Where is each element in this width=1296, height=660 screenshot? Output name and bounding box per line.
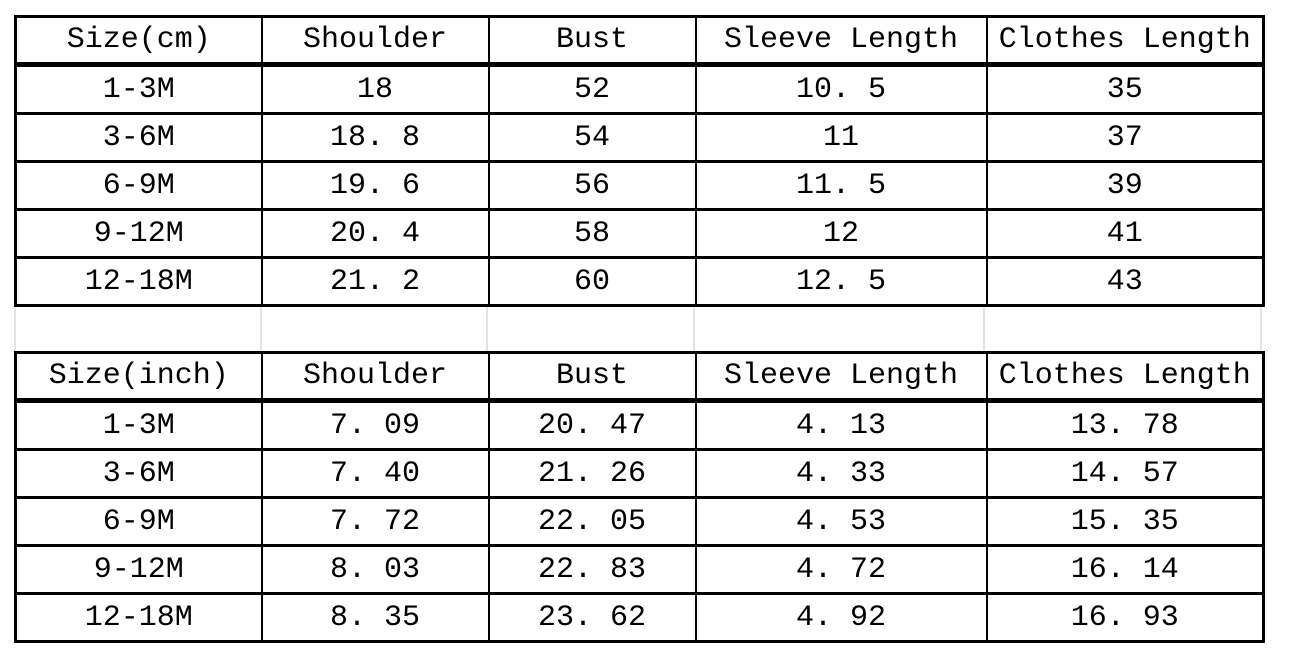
- value-cell: 20. 4: [262, 210, 489, 258]
- row-label-cell: 3-6M: [16, 450, 262, 498]
- value-cell: 16. 14: [987, 546, 1264, 594]
- column-header-size-inch: Size(inch): [16, 353, 262, 401]
- value-cell: 4. 92: [696, 594, 987, 642]
- gridline-gap-cell: [695, 307, 986, 351]
- column-header-sleeve-length: Sleeve Length: [696, 17, 987, 65]
- value-cell: 22. 05: [489, 498, 696, 546]
- row-label-cell: 12-18M: [16, 594, 262, 642]
- value-cell: 7. 72: [262, 498, 489, 546]
- table-row: [16, 546, 1264, 594]
- table-row: [16, 162, 1264, 210]
- table-row: [16, 114, 1264, 162]
- column-header-sleeve-length: Sleeve Length: [696, 353, 987, 401]
- row-label-cell: 6-9M: [16, 498, 262, 546]
- value-cell: 22. 83: [489, 546, 696, 594]
- value-cell: 41: [987, 210, 1264, 258]
- row-label-cell: 3-6M: [16, 114, 262, 162]
- value-cell: 15. 35: [987, 498, 1264, 546]
- column-header-bust: Bust: [489, 17, 696, 65]
- value-cell: 7. 09: [262, 401, 489, 450]
- value-cell: 21. 2: [262, 258, 489, 306]
- row-label-cell: 12-18M: [16, 258, 262, 306]
- gridline-gap-cell: [16, 307, 262, 351]
- gridline-gap-cell: [488, 307, 695, 351]
- value-cell: 52: [489, 65, 696, 114]
- value-cell: 35: [987, 65, 1264, 114]
- table-row: [16, 401, 1264, 450]
- value-cell: 4. 33: [696, 450, 987, 498]
- value-cell: 7. 40: [262, 450, 489, 498]
- value-cell: 23. 62: [489, 594, 696, 642]
- table-row: [16, 450, 1264, 498]
- value-cell: 8. 03: [262, 546, 489, 594]
- header-row: [16, 353, 1264, 401]
- value-cell: 43: [987, 258, 1264, 306]
- row-label-cell: 1-3M: [16, 401, 262, 450]
- value-cell: 54: [489, 114, 696, 162]
- size-chart-cm-table: [14, 15, 1265, 307]
- column-header-clothes-length: Clothes Length: [987, 353, 1264, 401]
- value-cell: 39: [987, 162, 1264, 210]
- header-row: [16, 17, 1264, 65]
- value-cell: 12. 5: [696, 258, 987, 306]
- value-cell: 11: [696, 114, 987, 162]
- gridline-gap-cell: [262, 307, 489, 351]
- value-cell: 4. 53: [696, 498, 987, 546]
- value-cell: 4. 13: [696, 401, 987, 450]
- column-header-shoulder: Shoulder: [262, 353, 489, 401]
- column-header-size-cm: Size(cm): [16, 17, 262, 65]
- value-cell: 58: [489, 210, 696, 258]
- value-cell: 20. 47: [489, 401, 696, 450]
- row-label-cell: 6-9M: [16, 162, 262, 210]
- size-chart-inch-table: [14, 351, 1265, 643]
- row-label-cell: 9-12M: [16, 546, 262, 594]
- value-cell: 8. 35: [262, 594, 489, 642]
- value-cell: 16. 93: [987, 594, 1264, 642]
- value-cell: 12: [696, 210, 987, 258]
- column-header-bust: Bust: [489, 353, 696, 401]
- value-cell: 56: [489, 162, 696, 210]
- value-cell: 37: [987, 114, 1264, 162]
- column-header-shoulder: Shoulder: [262, 17, 489, 65]
- value-cell: 19. 6: [262, 162, 489, 210]
- table-row: [16, 65, 1264, 114]
- table-row: [16, 210, 1264, 258]
- value-cell: 13. 78: [987, 401, 1264, 450]
- value-cell: 14. 57: [987, 450, 1264, 498]
- value-cell: 21. 26: [489, 450, 696, 498]
- value-cell: 10. 5: [696, 65, 987, 114]
- value-cell: 4. 72: [696, 546, 987, 594]
- value-cell: 60: [489, 258, 696, 306]
- table-row: [16, 498, 1264, 546]
- sheet-gridlines-gap: [14, 307, 1262, 351]
- row-label-cell: 9-12M: [16, 210, 262, 258]
- table-row: [16, 594, 1264, 642]
- value-cell: 18: [262, 65, 489, 114]
- column-header-clothes-length: Clothes Length: [987, 17, 1264, 65]
- table-row: [16, 258, 1264, 306]
- gridline-gap-cell: [985, 307, 1262, 351]
- value-cell: 11. 5: [696, 162, 987, 210]
- row-label-cell: 1-3M: [16, 65, 262, 114]
- value-cell: 18. 8: [262, 114, 489, 162]
